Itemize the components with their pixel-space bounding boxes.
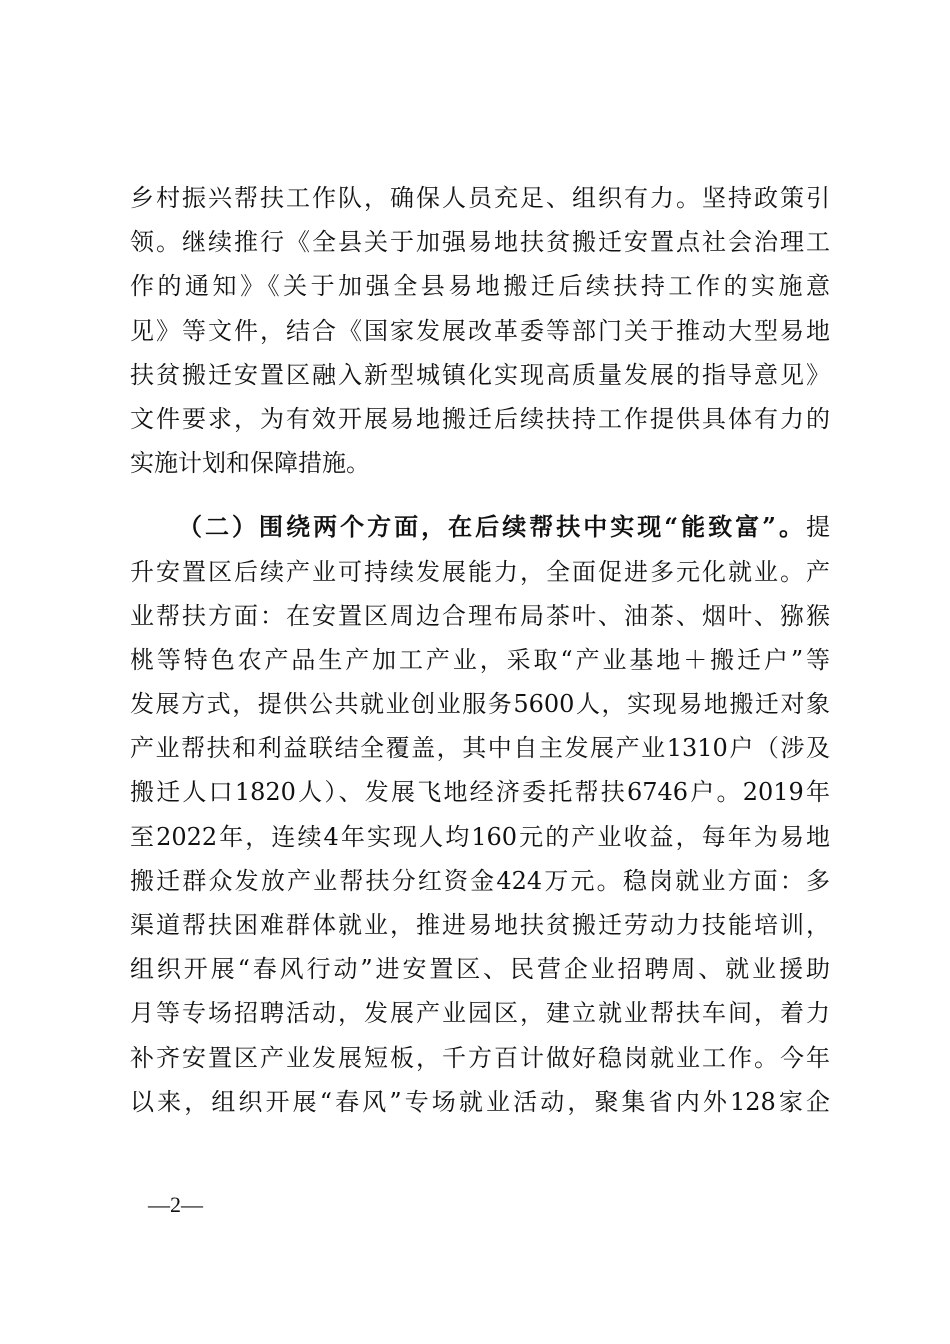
paragraph-2-heading-line bbox=[130, 505, 830, 549]
text-line: 月等专场招聘活动，发展产业园区，建立就业帮扶车间，着力 bbox=[130, 999, 830, 1028]
text-line: 领。继续推行《全县关于加强易地扶贫搬迁安置点社会治理工 bbox=[130, 228, 830, 257]
text-line: 文件要求，为有效开展易地搬迁后续扶持工作提供具体有力的 bbox=[130, 404, 830, 433]
text-line: 渠道帮扶困难群体就业，推进易地扶贫搬迁劳动力技能培训， bbox=[130, 911, 830, 939]
text-line: 乡村振兴帮扶工作队，确保人员充足、组织有力。坚持政策引 bbox=[130, 184, 830, 212]
text-line: 桃等特色农产品生产加工产业，采取“产业基地＋搬迁户”等 bbox=[130, 645, 830, 674]
page-number: —2— bbox=[148, 1192, 203, 1217]
text-line: 作的通知》《关于加强全县易地搬迁后续扶持工作的实施意 bbox=[130, 272, 830, 301]
text-line: 实施计划和保障措施。 bbox=[130, 449, 370, 478]
text-line: 至2022年，连续4年实现人均160元的产业收益，每年为易地 bbox=[130, 822, 830, 851]
text-fragment: 提 bbox=[806, 513, 830, 542]
text-line: 搬迁人口1820人）、发展飞地经济委托帮扶6746户。2019年 bbox=[130, 778, 830, 807]
text-line: 产业帮扶和利益联结全覆盖，其中自主发展产业1310户（涉及 bbox=[130, 734, 830, 763]
document-body bbox=[130, 176, 830, 1124]
text-line: 组织开展“春风行动”进安置区、民营企业招聘周、就业援助 bbox=[130, 955, 830, 984]
text-line: 发展方式，提供公共就业创业服务5600人，实现易地搬迁对象 bbox=[130, 690, 830, 719]
text-line: 搬迁群众发放产业帮扶分红资金424万元。稳岗就业方面：多 bbox=[130, 866, 830, 895]
paragraph-1 bbox=[130, 176, 830, 485]
paragraph-2 bbox=[130, 505, 830, 1124]
text-line: 扶贫搬迁安置区融入新型城镇化实现高质量发展的指导意见》 bbox=[130, 360, 830, 389]
text-line: 业帮扶方面：在安置区周边合理布局茶叶、油茶、烟叶、猕猴 bbox=[130, 601, 830, 630]
text-line: 以来，组织开展“春风”专场就业活动，聚集省内外128家企 bbox=[130, 1087, 830, 1116]
text-line: 补齐安置区产业发展短板，千方百计做好稳岗就业工作。今年 bbox=[130, 1043, 830, 1072]
text-line: 升安置区后续产业可持续发展能力，全面促进多元化就业。产 bbox=[130, 557, 830, 586]
text-line: 见》等文件，结合《国家发展改革委等部门关于推动大型易地 bbox=[130, 316, 830, 345]
section-heading: （二）围绕两个方面，在后续帮扶中实现“能致富”。 bbox=[178, 512, 806, 542]
